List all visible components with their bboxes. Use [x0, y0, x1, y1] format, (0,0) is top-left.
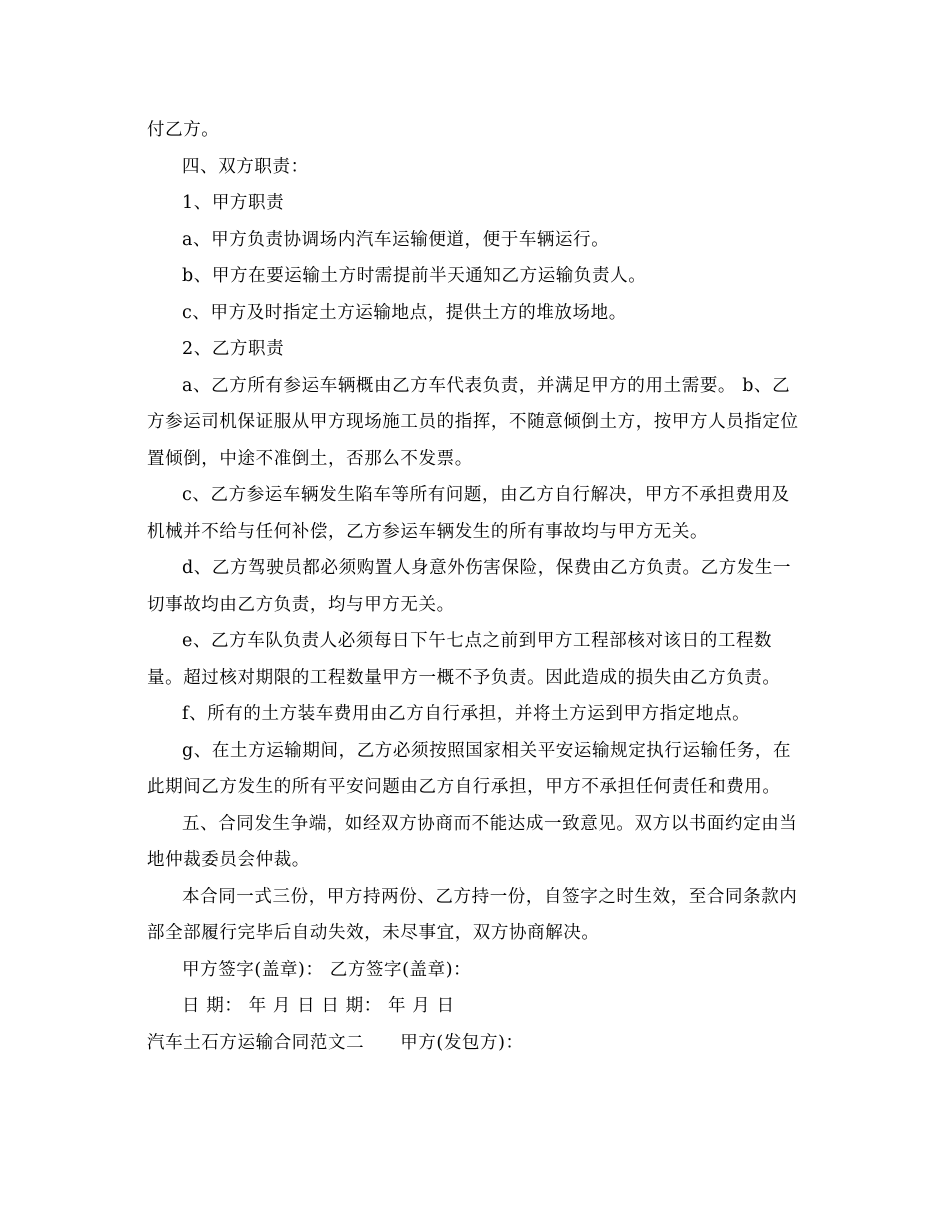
next-contract-title: 汽车土石方运输合同范文二 [147, 1032, 365, 1053]
paragraph-a-duty-b: b、甲方在要运输土方时需提前半天通知乙方运输负责人。 [182, 266, 647, 286]
subheading-party-a-duties: 1、甲方职责 [182, 193, 285, 213]
paragraph-b-duty-f: f、所有的土方装车费用由乙方自行承担，并将土方运到甲方指定地点。 [182, 704, 751, 724]
signature-line: 甲方签字(盖章)： 乙方签字(盖章)： [182, 959, 472, 980]
paragraph-copies: 本合同一式三份，甲方持两份、乙方持一份，自签字之时生效，至合同条款内部全部履行完毕后自动失效，未尽事宜，双方协商解决。 [147, 886, 798, 943]
paragraph-b-duty-ab: a、乙方所有参运车辆概由乙方车代表负责，并满足甲方的用土需要。 b、乙方参运司机保证服从甲方现场施工员的指挥，不随意倾倒土方，按甲方人员指定位置倾倒，中途不准倒土，否那么不发票。 [147, 375, 799, 469]
paragraph-dispute: 五、合同发生争端，如经双方协商而不能达成一致意见。双方以书面约定由当地仲裁委员会仲裁。 [147, 813, 798, 870]
document-body [147, 112, 807, 1061]
paragraph-a-duty-a: a、甲方负责协调场内汽车运输便道，便于车辆运行。 [182, 229, 610, 250]
spacer [364, 1025, 400, 1062]
paragraph-1: 付乙方。 [147, 120, 220, 140]
footer-row [147, 1025, 807, 1062]
subheading-party-b-duties: 2、乙方职责 [182, 339, 285, 359]
paragraph-b-duty-g: g、在土方运输期间，乙方必须按照国家相关平安运输规定执行运输任务，在此期间乙方发生的所有平安问题由乙方自行承担，甲方不承担任何责任和费用。 [147, 740, 792, 797]
date-line: 日 期： 年 月 日 日 期： 年 月 日 [182, 996, 455, 1016]
paragraph-b-duty-c: c、乙方参运车辆发生陷车等所有问题，由乙方自行解决，甲方不承担费用及机械并不给与任何补偿，乙方参运车辆发生的所有事故均与甲方无关。 [147, 485, 790, 542]
paragraph-b-duty-e: e、乙方车队负责人必须每日下午七点之前到甲方工程部核对该日的工程数量。超过核对期限的工程数量甲方一概不予负责。因此造成的损失由乙方负责。 [147, 631, 781, 688]
paragraph-b-duty-d: d、乙方驾驶员都必须购置人身意外伤害保险，保费由乙方负责。乙方发生一切事故均由乙方负责，均与甲方无关。 [147, 558, 792, 615]
section-heading-duties: 四、双方职责： [182, 156, 309, 177]
paragraph-a-duty-c: c、甲方及时指定土方运输地点，提供土方的堆放场地。 [182, 302, 627, 323]
party-a-label: 甲方(发包方)： [400, 1032, 524, 1053]
